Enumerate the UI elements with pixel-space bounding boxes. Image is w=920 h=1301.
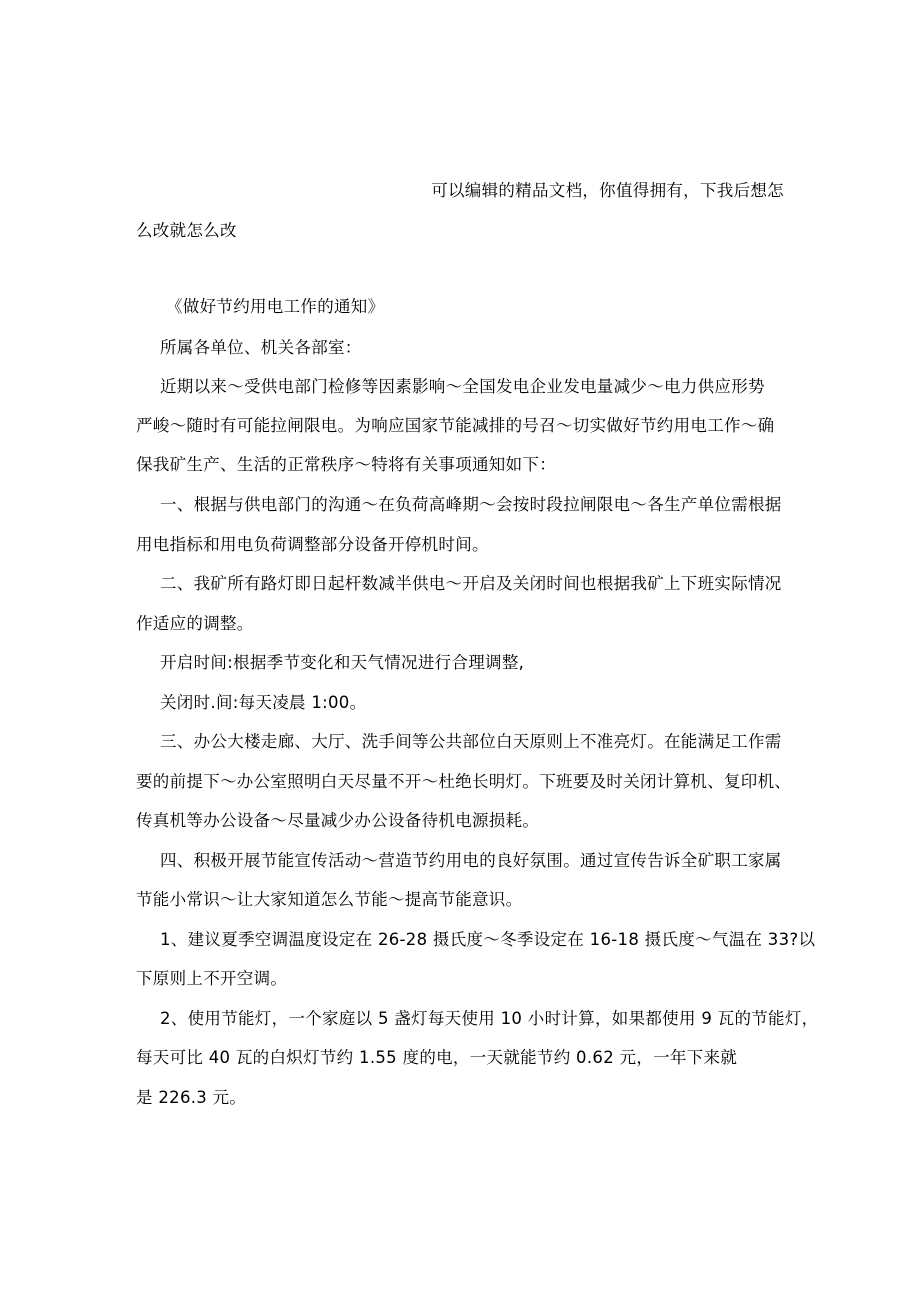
- item4-line-2: 节能小常识～让大家知道怎么节能～提高节能意识。: [136, 890, 523, 909]
- item3-line-2: 要的前提下～办公室照明白天尽量不开～杜绝长明灯。下班要及时关闭计算机、复印机、: [136, 772, 792, 791]
- header-line-1: 可以编辑的精品文档，你值得拥有，下我后想怎: [431, 181, 784, 200]
- item4-line-1: 四、积极开展节能宣传活动～营造节约用电的良好氛围。通过宣传告诉全矿职工家属: [160, 851, 782, 870]
- item1-line-1: 一、根据与供电部门的沟通～在负荷高峰期～会按时段拉闸限电～各生产单位需根据: [160, 495, 782, 514]
- item2-line-2: 作适应的调整。: [136, 614, 254, 633]
- tip1-line-1: 1、建议夏季空调温度设定在 26-28 摄氏度～冬季设定在 16-18 摄氏度～气温在 33?以: [160, 930, 816, 949]
- item2-line-1: 二、我矿所有路灯即日起杆数减半供电～开启及关闭时间也根据我矿上下班实际情况: [160, 574, 782, 593]
- tip2-line-1: 2、使用节能灯，一个家庭以 5 盏灯每天使用 10 小时计算，如果都使用 9 瓦的节能灯，: [160, 1009, 819, 1028]
- tip2-line-2: 每天可比 40 瓦的白炽灯节约 1.55 度的电，一天就能节约 0.62 元，一年下来就: [136, 1048, 738, 1067]
- item1-line-2: 用电指标和用电负荷调整部分设备开停机时间。: [136, 535, 489, 554]
- item3-line-1: 三、办公大楼走廊、大厅、洗手间等公共部位白天原则上不准亮灯。在能满足工作需: [160, 732, 782, 751]
- intro-line-3: 保我矿生产、生活的正常秩序～特将有关事项通知如下：: [136, 455, 556, 474]
- tip2-line-3: 是 226.3 元。: [136, 1088, 247, 1107]
- close-time-line: 关闭时.间:每天凌晨 1:00。: [160, 693, 367, 712]
- document-title: 《做好节约用电工作的通知》: [166, 297, 385, 316]
- intro-line-2: 严峻～随时有可能拉闸限电。为响应国家节能减排的号召～切实做好节约用电工作～确: [136, 416, 775, 435]
- header-line-2: 么改就怎么改: [136, 221, 237, 240]
- open-time-line: 开启时间:根据季节变化和天气情况进行合理调整,: [160, 653, 525, 672]
- item3-line-3: 传真机等办公设备～尽量减少办公设备待机电源损耗。: [136, 811, 540, 830]
- tip1-line-2: 下原则上不开空调。: [136, 969, 288, 988]
- intro-line-1: 近期以来～受供电部门检修等因素影响～全国发电企业发电量减少～电力供应形势: [160, 377, 765, 396]
- salutation: 所属各单位、机关各部室：: [160, 338, 362, 357]
